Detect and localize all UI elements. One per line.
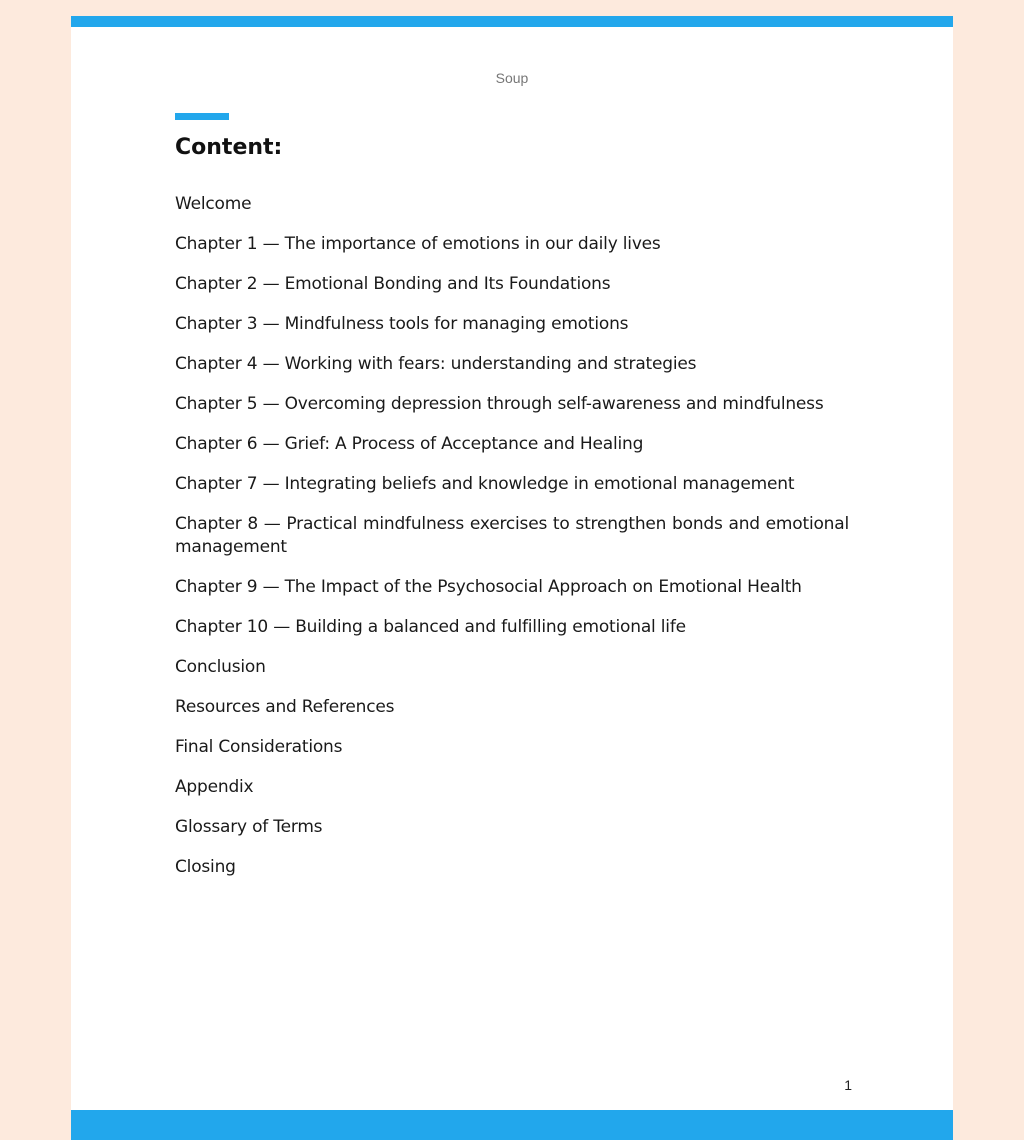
toc-item-welcome: Welcome bbox=[175, 194, 252, 214]
toc-item-resources: Resources and References bbox=[175, 697, 395, 717]
bottom-accent-bar bbox=[71, 1110, 953, 1140]
toc-item-appendix: Appendix bbox=[175, 777, 254, 797]
title-accent-dash bbox=[175, 113, 229, 120]
toc-item-chapter-8: Chapter 8 — Practical mindfulness exercises to strengthen bonds and emotional management bbox=[175, 514, 849, 557]
toc-item-chapter-7: Chapter 7 — Integrating beliefs and knowledge in emotional management bbox=[175, 474, 795, 494]
toc-item-chapter-3: Chapter 3 — Mindfulness tools for managing emotions bbox=[175, 314, 629, 334]
page-header: Soup bbox=[495, 70, 529, 86]
toc-item-chapter-6: Chapter 6 — Grief: A Process of Acceptance and Healing bbox=[175, 434, 644, 454]
document-page bbox=[71, 16, 953, 1140]
toc-item-final-considerations: Final Considerations bbox=[175, 737, 343, 757]
toc-item-chapter-5: Chapter 5 — Overcoming depression through self-awareness and mindfulness bbox=[175, 394, 824, 414]
toc-item-chapter-1: Chapter 1 — The importance of emotions in our daily lives bbox=[175, 234, 661, 254]
table-of-contents bbox=[175, 193, 849, 896]
page-title: Content: bbox=[175, 135, 283, 160]
toc-item-glossary: Glossary of Terms bbox=[175, 817, 323, 837]
toc-item-chapter-9: Chapter 9 — The Impact of the Psychosocial Approach on Emotional Health bbox=[175, 577, 802, 597]
toc-item-chapter-10: Chapter 10 — Building a balanced and fulfilling emotional life bbox=[175, 617, 686, 637]
toc-item-chapter-2: Chapter 2 — Emotional Bonding and Its Foundations bbox=[175, 274, 611, 294]
page-number: 1 bbox=[844, 1077, 852, 1093]
toc-item-closing: Closing bbox=[175, 857, 236, 877]
toc-item-conclusion: Conclusion bbox=[175, 657, 266, 677]
top-accent-bar bbox=[71, 16, 953, 27]
toc-item-chapter-4: Chapter 4 — Working with fears: understanding and strategies bbox=[175, 354, 697, 374]
